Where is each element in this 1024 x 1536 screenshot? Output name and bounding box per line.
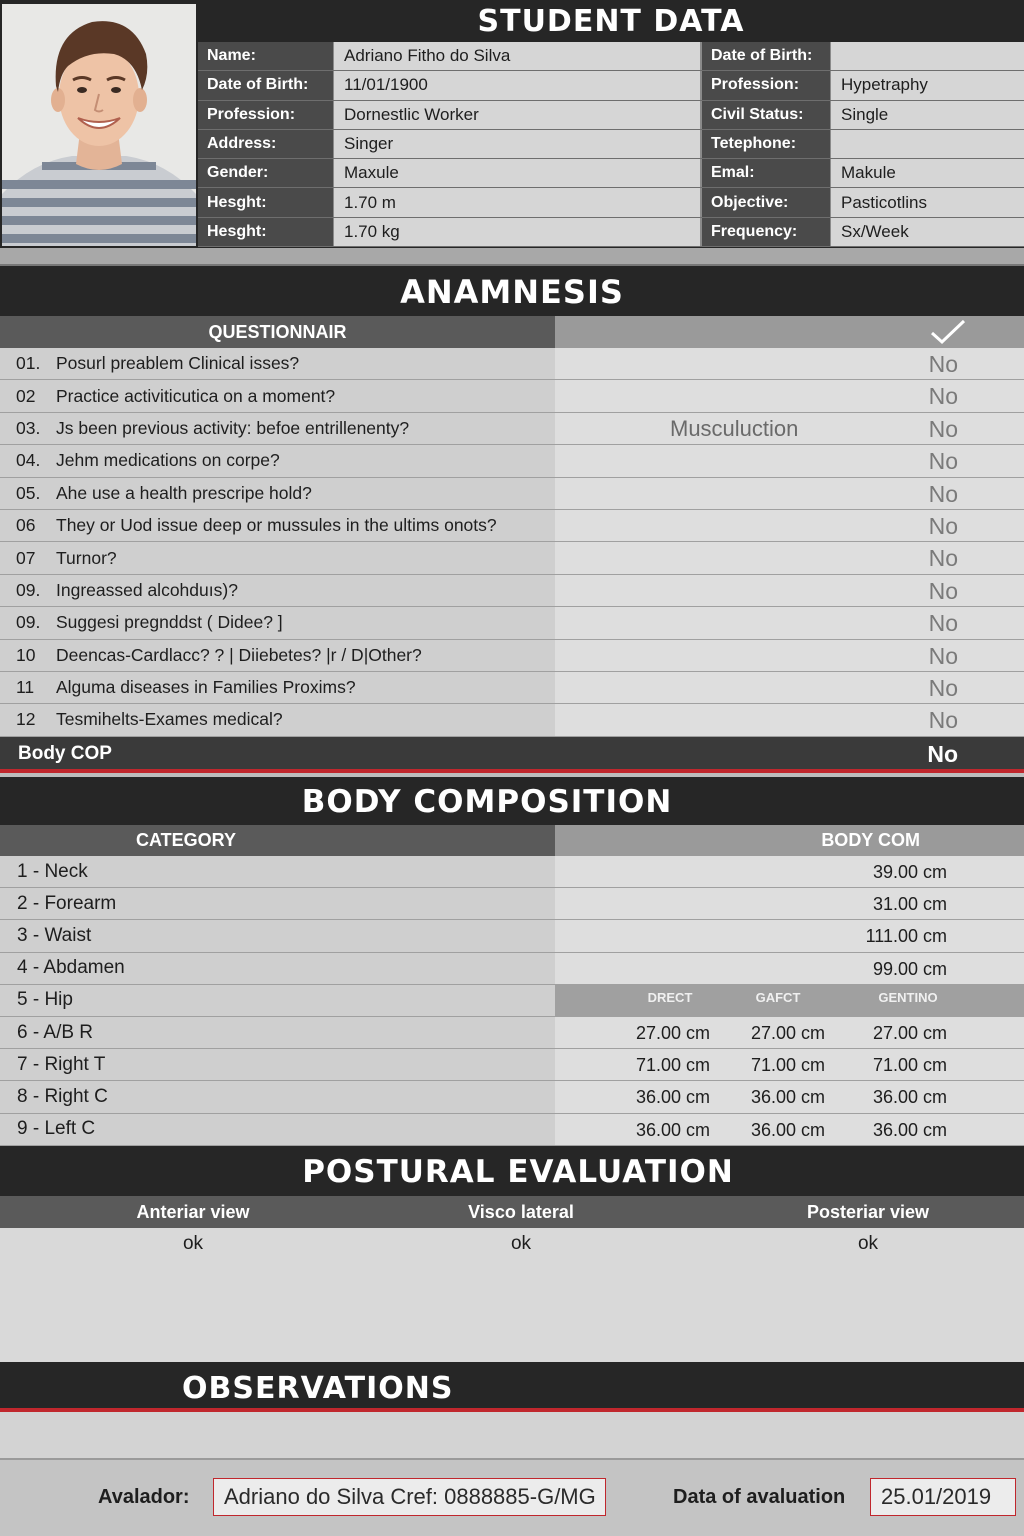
answer-cell bbox=[555, 348, 1024, 379]
body-cop-answer: No bbox=[927, 741, 958, 767]
student-row bbox=[198, 159, 1024, 188]
measurement-label: 7 - Right T bbox=[0, 1049, 555, 1080]
measurement-row bbox=[0, 920, 1024, 952]
measurement-row bbox=[0, 1049, 1024, 1081]
checkmark-icon bbox=[930, 318, 966, 346]
answer-cell bbox=[555, 704, 1024, 735]
question-cell bbox=[0, 575, 555, 606]
postural-values bbox=[0, 1228, 1024, 1362]
section-divider bbox=[0, 248, 1024, 266]
measurement-value: 71.00 cm bbox=[750, 1055, 825, 1076]
measurement-cell bbox=[555, 856, 1024, 887]
measurement-label: 9 - Left C bbox=[0, 1114, 555, 1145]
field-label: Address: bbox=[198, 130, 333, 158]
field-label: Hesght: bbox=[198, 188, 333, 216]
measurement-value: 27.00 cm bbox=[635, 1022, 710, 1043]
field-label: Tetephone: bbox=[700, 130, 830, 158]
question-text: Practice activiticutica on a moment? bbox=[56, 385, 336, 406]
field-label: Hesght: bbox=[198, 218, 333, 246]
portrait-image bbox=[2, 4, 196, 246]
question-text: Jehm medications on corpe? bbox=[56, 450, 280, 471]
measurement-value: 39.00 cm bbox=[872, 862, 947, 882]
measurement-value: 36.00 cm bbox=[750, 1087, 825, 1108]
measurement-cell bbox=[555, 920, 1024, 951]
student-data-section bbox=[0, 0, 1024, 248]
measurement-cell bbox=[555, 1081, 1024, 1112]
answer-value: No bbox=[928, 707, 958, 734]
body-composition-table bbox=[0, 856, 1024, 1146]
measurement-cell bbox=[555, 1114, 1024, 1145]
measurement-cell bbox=[555, 1017, 1024, 1048]
question-number: 06 bbox=[16, 515, 36, 536]
field-value: Pasticotlins bbox=[830, 188, 1024, 216]
answer-value: No bbox=[928, 415, 958, 442]
anterior-view-label: Anteriar view bbox=[136, 1202, 250, 1222]
answer-value: No bbox=[928, 448, 958, 475]
measurement-value: 31.00 cm bbox=[872, 894, 947, 915]
field-value: Single bbox=[830, 101, 1024, 129]
measurement-label: 1 - Neck bbox=[0, 856, 555, 887]
body-com-header: BODY COM bbox=[555, 825, 1024, 856]
answer-cell bbox=[555, 575, 1024, 606]
answer-value: No bbox=[928, 577, 958, 604]
measurement-label: 6 - A/B R bbox=[0, 1017, 555, 1048]
question-number: 12 bbox=[16, 709, 36, 730]
field-value: Adriano Fitho do Silva bbox=[333, 42, 700, 70]
question-cell bbox=[0, 380, 555, 411]
field-label: Civil Status: bbox=[700, 101, 830, 129]
question-row bbox=[0, 380, 1024, 412]
postural-views-header bbox=[0, 1196, 1024, 1228]
student-row bbox=[198, 101, 1024, 130]
question-cell bbox=[0, 607, 555, 638]
field-value bbox=[830, 42, 1024, 70]
evaluation-date-field[interactable]: 25.01/2019 bbox=[870, 1478, 1016, 1516]
field-label: Profession: bbox=[700, 71, 830, 99]
question-number: 05. bbox=[16, 482, 41, 503]
question-cell bbox=[0, 640, 555, 671]
observations-title: OBSERVATIONS bbox=[0, 1362, 1024, 1412]
measurement-label: 4 - Abdamen bbox=[0, 953, 555, 984]
question-number: 10 bbox=[16, 644, 36, 665]
body-cop-row bbox=[0, 737, 1024, 773]
student-row bbox=[198, 42, 1024, 71]
measurement-cell bbox=[555, 888, 1024, 919]
question-row bbox=[0, 478, 1024, 510]
answer-cell bbox=[555, 478, 1024, 509]
field-label: Name: bbox=[198, 42, 333, 70]
field-value: 1.70 m bbox=[333, 188, 700, 216]
question-number: 03. bbox=[16, 417, 41, 438]
measurement-label: 3 - Waist bbox=[0, 920, 555, 951]
field-label: Gender: bbox=[198, 159, 333, 187]
body-cop-label: Body COP bbox=[18, 743, 112, 764]
question-text: Posurl preablem Clinical isses? bbox=[56, 353, 300, 374]
question-cell bbox=[0, 348, 555, 379]
answer-value: No bbox=[928, 545, 958, 572]
question-text: Alguma diseases in Families Proxims? bbox=[56, 677, 356, 698]
category-header: CATEGORY bbox=[0, 825, 555, 856]
posterior-view-label: Posteriar view bbox=[806, 1202, 930, 1222]
postural-evaluation-title: POSTURAL EVALUATION bbox=[0, 1146, 1024, 1196]
evaluation-date-label: Data of avaluation bbox=[673, 1486, 846, 1508]
student-data-grid bbox=[198, 42, 1024, 247]
answer-cell bbox=[555, 607, 1024, 638]
measurement-row bbox=[0, 856, 1024, 888]
student-row bbox=[198, 71, 1024, 100]
field-label: Date of Birth: bbox=[198, 71, 333, 99]
question-row bbox=[0, 510, 1024, 542]
field-value: Dornestlic Worker bbox=[333, 101, 700, 129]
question-text: Tesmihelts-Exames medical? bbox=[56, 709, 283, 730]
field-label: Profession: bbox=[198, 101, 333, 129]
measurement-row bbox=[0, 953, 1024, 985]
student-row bbox=[198, 130, 1024, 159]
question-number: 04. bbox=[16, 450, 41, 471]
question-number: 07 bbox=[16, 547, 36, 568]
answer-cell bbox=[555, 413, 1024, 444]
questionnaire-header bbox=[0, 316, 1024, 348]
question-number: 11 bbox=[16, 677, 35, 698]
field-value: 1.70 kg bbox=[333, 218, 700, 246]
questionnaire-header-label: QUESTIONNAIR bbox=[0, 316, 555, 348]
field-value: Sx/Week bbox=[830, 218, 1024, 246]
question-text: Turnor? bbox=[56, 547, 117, 568]
question-cell bbox=[0, 510, 555, 541]
field-label: Objective: bbox=[700, 188, 830, 216]
measurement-value: 36.00 cm bbox=[872, 1119, 947, 1140]
anterior-view-value: ok bbox=[182, 1233, 204, 1254]
field-value: Hypetraphy bbox=[830, 71, 1024, 99]
measurement-label: 5 - Hip bbox=[0, 985, 555, 1016]
measurement-cell bbox=[555, 953, 1024, 984]
question-cell bbox=[0, 445, 555, 476]
measurement-value: 71.00 cm bbox=[635, 1055, 710, 1076]
answer-value: No bbox=[928, 351, 958, 377]
question-row bbox=[0, 640, 1024, 672]
question-text: Ahe use a health prescripe hold? bbox=[56, 482, 312, 503]
measurement-value: 27.00 cm bbox=[872, 1022, 947, 1043]
measurement-value: 36.00 cm bbox=[635, 1087, 710, 1108]
answer-value: No bbox=[928, 642, 958, 669]
student-photo bbox=[2, 4, 196, 246]
field-value bbox=[830, 130, 1024, 158]
measurement-value: 71.00 cm bbox=[872, 1055, 947, 1076]
field-value: 11/01/1900 bbox=[333, 71, 700, 99]
answer-value: No bbox=[928, 610, 958, 637]
lateral-view-value: ok bbox=[510, 1233, 532, 1254]
student-row bbox=[198, 188, 1024, 217]
measurement-row bbox=[0, 888, 1024, 920]
field-label: Date of Birth: bbox=[700, 42, 830, 70]
measurement-value: 111.00 cm bbox=[865, 926, 947, 947]
measurement-row bbox=[0, 1017, 1024, 1049]
evaluator-field[interactable]: Adriano do Silva Cref: 0888885-G/MG bbox=[213, 1478, 606, 1516]
measurement-value: 36.00 cm bbox=[872, 1087, 947, 1108]
student-data-title: STUDENT DATA bbox=[198, 0, 1024, 42]
question-row bbox=[0, 575, 1024, 607]
question-row bbox=[0, 704, 1024, 736]
question-number: 09. bbox=[16, 612, 41, 633]
posterior-view-value: ok bbox=[857, 1233, 879, 1254]
measurement-label: 8 - Right C bbox=[0, 1081, 555, 1112]
question-number: 02 bbox=[16, 385, 36, 406]
answer-value: No bbox=[928, 512, 958, 539]
answer-cell bbox=[555, 510, 1024, 541]
sub-header-label: GAFCT bbox=[755, 989, 801, 1005]
question-cell bbox=[0, 704, 555, 735]
field-label: Emal: bbox=[700, 159, 830, 187]
question-row bbox=[0, 607, 1024, 639]
answer-value: No bbox=[928, 383, 958, 410]
question-number: 01. bbox=[16, 353, 41, 374]
questionnaire-list bbox=[0, 348, 1024, 737]
measurement-value: 36.00 cm bbox=[635, 1119, 710, 1140]
answer-value: No bbox=[928, 480, 958, 507]
measurement-value: 99.00 cm bbox=[872, 958, 947, 979]
question-text: Js been previous activity: befoe entrillenenty? bbox=[56, 417, 410, 438]
question-text: Ingreassed alcohduıs)? bbox=[56, 579, 238, 600]
answer-cell bbox=[555, 445, 1024, 476]
answer-value: No bbox=[928, 674, 958, 701]
question-cell bbox=[0, 542, 555, 573]
question-row bbox=[0, 672, 1024, 704]
answer-cell bbox=[555, 640, 1024, 671]
question-text: They or Uod issue deep or mussules in the ultims onots? bbox=[56, 515, 497, 536]
student-row bbox=[198, 218, 1024, 247]
sub-header-cell bbox=[555, 985, 1024, 1016]
answer-note: Musculuction bbox=[670, 415, 799, 441]
question-row bbox=[0, 542, 1024, 574]
question-row bbox=[0, 348, 1024, 380]
question-number: 09. bbox=[16, 579, 41, 600]
question-row bbox=[0, 413, 1024, 445]
sub-header-label: DRECT bbox=[647, 989, 693, 1005]
measurement-value: 27.00 cm bbox=[750, 1022, 825, 1043]
measurement-cell bbox=[555, 1049, 1024, 1080]
sub-header-label: GENTINO bbox=[878, 989, 938, 1005]
answer-cell bbox=[555, 542, 1024, 573]
lateral-view-label: Visco lateral bbox=[468, 1202, 574, 1222]
body-composition-header bbox=[0, 825, 1024, 856]
evaluator-label: Avalador: bbox=[98, 1486, 190, 1508]
measurement-label: 2 - Forearm bbox=[0, 888, 555, 919]
question-text: Suggesi pregnddst ( Didee? ] bbox=[56, 612, 283, 633]
anamnesis-title: ANAMNESIS bbox=[0, 266, 1024, 316]
measurement-subheader-row bbox=[0, 985, 1024, 1017]
field-value: Maxule bbox=[333, 159, 700, 187]
body-composition-title: BODY COMPOSITION bbox=[0, 777, 1024, 825]
question-cell bbox=[0, 672, 555, 703]
answer-cell bbox=[555, 380, 1024, 411]
measurement-row bbox=[0, 1081, 1024, 1113]
answer-cell bbox=[555, 672, 1024, 703]
question-row bbox=[0, 445, 1024, 477]
field-label: Frequency: bbox=[700, 218, 830, 246]
measurement-row bbox=[0, 1114, 1024, 1146]
measurement-value: 36.00 cm bbox=[750, 1119, 825, 1140]
answer-header bbox=[555, 316, 1024, 348]
field-value: Makule bbox=[830, 159, 1024, 187]
question-cell bbox=[0, 478, 555, 509]
question-text: Deencas-Cardlacc? ? | Diiebetes? |r / D|Other? bbox=[56, 644, 422, 665]
observations-field[interactable] bbox=[0, 1412, 1024, 1460]
field-value: Singer bbox=[333, 130, 700, 158]
question-cell bbox=[0, 413, 555, 444]
evaluation-footer bbox=[0, 1460, 1024, 1536]
